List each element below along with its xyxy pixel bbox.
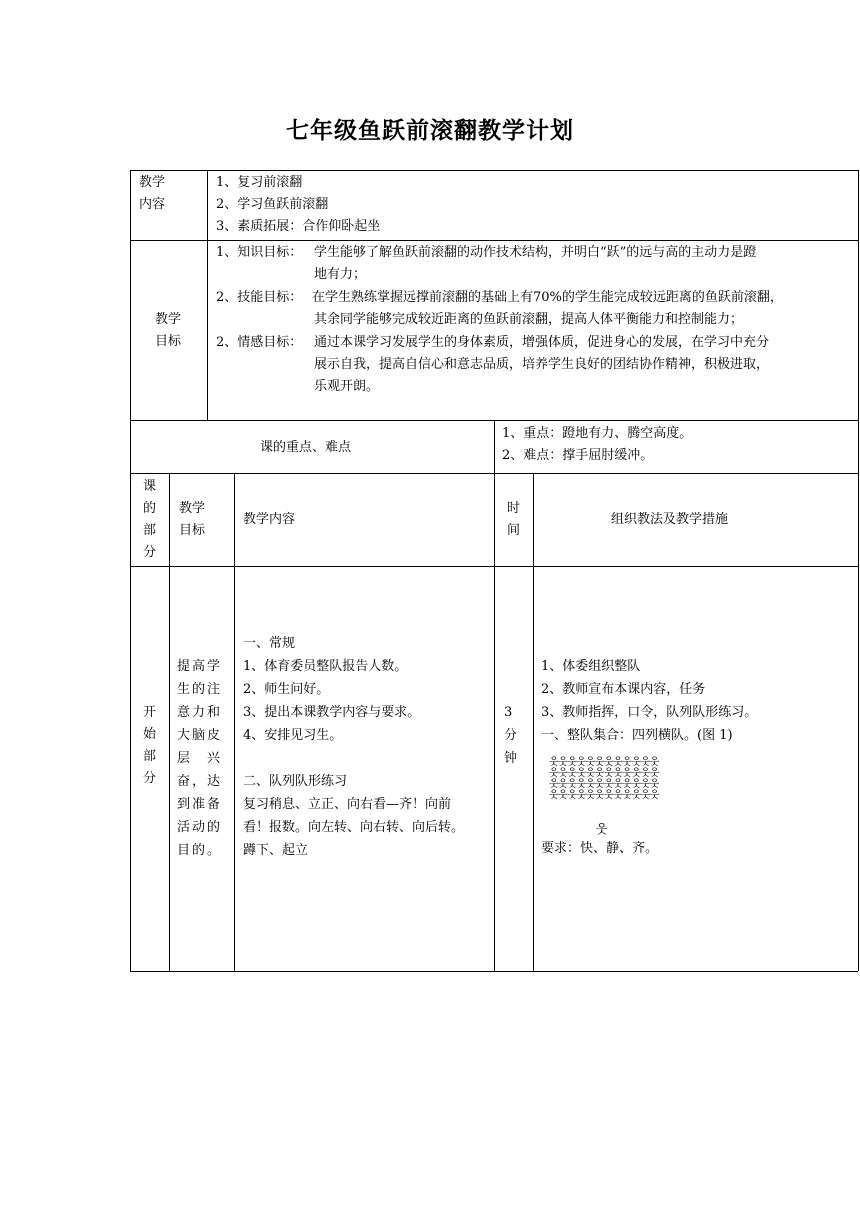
table1-col-divider <box>207 170 208 420</box>
header-part-char-1: 课 <box>143 479 157 494</box>
table1-left-border <box>130 170 131 420</box>
goal2-line2: 其余同学能够完成较近距离的鱼跃前滚翻，提高人体平衡能力和控制能力； <box>314 312 744 327</box>
goal3-label: 2、情感目标： <box>216 335 303 350</box>
start-part-char-4: 分 <box>143 771 157 786</box>
content-item-1: 1、复习前滚翻 <box>216 175 303 190</box>
table1-right-border <box>858 170 859 420</box>
formation-row-3: 웃웃웃웃웃웃웃웃웃웃웃웃 <box>549 779 659 790</box>
header-method: 组织教法及教学措施 <box>611 512 729 527</box>
start-requirement: 要求：快、静、齐。 <box>541 841 659 856</box>
start-goal-line-1: 提高学 <box>177 659 223 674</box>
header-part-char-4: 分 <box>143 545 157 560</box>
goal3-line2: 展示自我，提高自信心和意志品质，培养学生良好的团结协作精神，积极进取， <box>314 357 770 372</box>
key-point-1: 1、重点：蹬地有力、腾空高度。 <box>502 426 693 441</box>
header-part-char-3: 部 <box>143 523 157 538</box>
table3-col-2 <box>234 473 235 971</box>
start-method-line-4: 一、整队集合：四列横队。(图 1) <box>541 728 733 743</box>
start-goal-line-4: 大脑皮 <box>177 728 223 743</box>
formation-row-1: 웃웃웃웃웃웃웃웃웃웃웃웃 <box>549 757 659 768</box>
table2-col-divider <box>494 420 495 473</box>
start-part-char-1: 开 <box>143 705 157 720</box>
start-goal-line-6: 奋，达 <box>177 774 223 789</box>
start-content-line-2: 1、体育委员整队报告人数。 <box>243 659 408 674</box>
start-content-line-10: 蹲下、起立 <box>243 843 309 858</box>
table3-left-border <box>130 473 131 971</box>
content-item-2: 2、学习鱼跃前滚翻 <box>216 197 329 212</box>
header-content: 教学内容 <box>243 512 296 527</box>
start-content-line-5: 4、安排见习生。 <box>243 728 343 743</box>
formation-row-4: 웃웃웃웃웃웃웃웃웃웃웃웃 <box>549 790 659 801</box>
goal3-line3: 乐观开朗。 <box>314 379 380 394</box>
table3-col-3 <box>494 473 495 971</box>
start-goal-line-3: 意力和 <box>177 705 223 720</box>
goals-label-2: 目标 <box>155 334 182 349</box>
table3-bottom-border <box>130 971 858 972</box>
table2-left-border <box>130 420 131 473</box>
goal1-label: 1、知识目标： <box>216 245 303 260</box>
header-part-char-2: 的 <box>143 501 157 516</box>
start-content-line-8: 复习稍息、立正、向右看—齐！向前 <box>243 797 452 812</box>
goal1-line1: 学生能够了解鱼跃前滚翻的动作技术结构，并明白“跃”的远与高的主动力是蹬 <box>314 245 757 260</box>
table3-right-border <box>858 473 859 971</box>
start-method-line-1: 1、体委组织整队 <box>541 659 641 674</box>
content-label-1: 教学 <box>139 175 166 190</box>
start-content-line-9: 看！报数。向左转、向右转、向后转。 <box>243 820 465 835</box>
key-points-label: 课的重点、难点 <box>260 440 352 455</box>
header-time-2: 间 <box>507 523 521 538</box>
header-goal-2: 目标 <box>179 523 206 538</box>
start-goal-line-2: 生的注 <box>177 682 223 697</box>
content-item-3: 3、素质拓展：合作仰卧起坐 <box>216 219 381 234</box>
formation-leader: 웃 <box>596 822 608 836</box>
goal1-line2: 地有力； <box>314 267 367 282</box>
goal2-label: 2、技能目标： <box>216 290 303 305</box>
start-goal-line-7: 到准备 <box>177 797 223 812</box>
formation-row-2: 웃웃웃웃웃웃웃웃웃웃웃웃 <box>549 768 659 779</box>
start-method-line-3: 3、教师指挥，口令，队列队形练习。 <box>541 705 758 720</box>
table3-col-4 <box>533 473 534 971</box>
header-goal-1: 教学 <box>179 501 206 516</box>
key-point-2: 2、难点：撑手屈肘缓冲。 <box>502 448 654 463</box>
start-time-char-2: 分 <box>504 728 518 743</box>
table1-row-divider <box>130 240 858 241</box>
table1-top-border <box>130 170 858 171</box>
page-title: 七年级鱼跃前滚翻教学计划 <box>286 117 574 144</box>
table3-col-1 <box>169 473 170 971</box>
goal3-line1: 通过本课学习发展学生的身体素质，增强体质，促进身心的发展，在学习中充分 <box>314 335 770 350</box>
start-content-line-7: 二、队列队形练习 <box>243 774 348 789</box>
start-content-line-3: 2、师生问好。 <box>243 682 330 697</box>
table2-right-border <box>858 420 859 473</box>
header-time-1: 时 <box>507 501 521 516</box>
start-goal-line-9: 目的。 <box>177 843 223 858</box>
goals-label-1: 教学 <box>155 312 182 327</box>
start-part-char-3: 部 <box>143 749 157 764</box>
formation-diagram <box>549 757 669 839</box>
start-method-line-2: 2、教师宣布本课内容，任务 <box>541 682 706 697</box>
start-part-char-2: 始 <box>143 727 157 742</box>
start-time-char-3: 钟 <box>504 751 518 766</box>
start-goal-line-8: 活动的 <box>177 820 223 835</box>
start-content-line-1: 一、常规 <box>243 636 296 651</box>
goal2-line1: 在学生熟练掌握远撑前滚翻的基础上有70%的学生能完成较远距离的鱼跃前滚翻， <box>312 290 783 305</box>
start-goal-line-5: 层 兴 <box>177 751 223 766</box>
start-content-line-4: 3、提出本课教学内容与要求。 <box>243 705 421 720</box>
content-label-2: 内容 <box>139 197 166 212</box>
start-time-char-1: 3 <box>504 705 513 720</box>
